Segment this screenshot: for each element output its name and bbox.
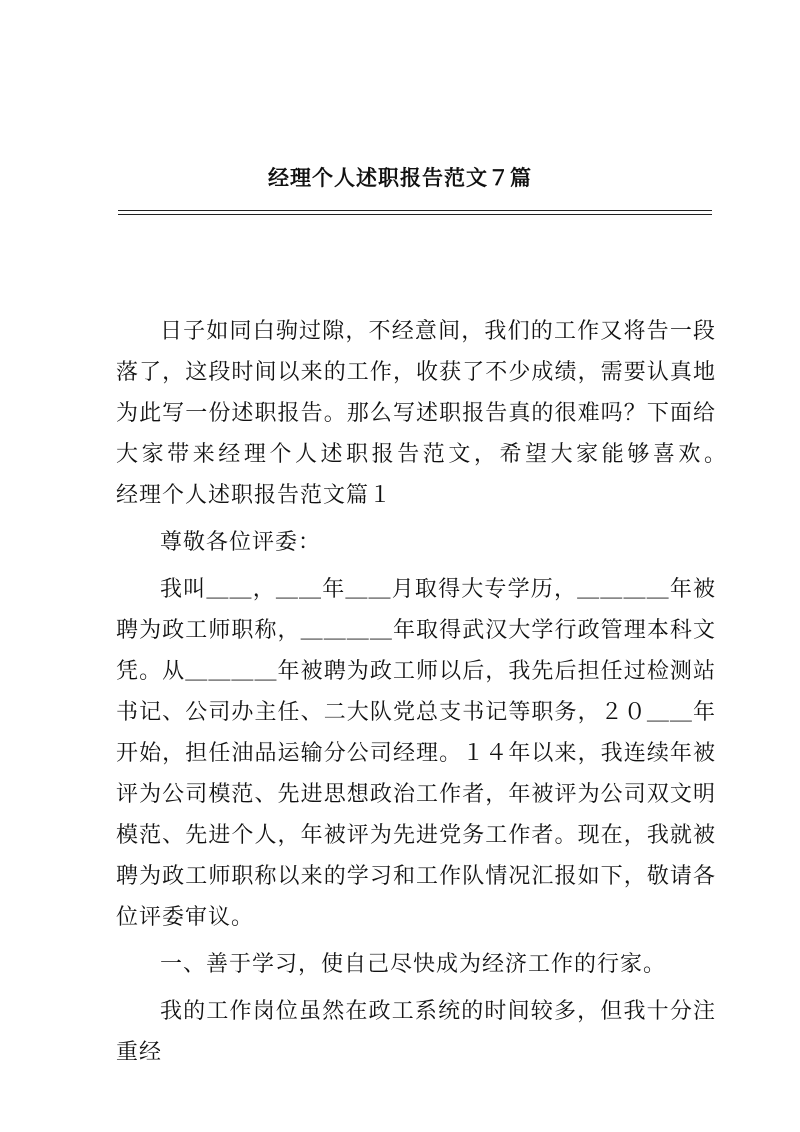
- paragraph-self-introduction: 我叫＿＿，＿＿年＿＿月取得大专学历，＿＿＿＿年被聘为政工师职称，＿＿＿＿年取得武汉大学行政管理本科文凭。从＿＿＿＿年被聘为政工师以后，我先后担任过检测站书记、公司办主任、二大队党总支书记等职务，２０＿＿年开始，担任油品运输分公司经理。１４年以来，我连续年被评为公司模范、先进思想政治工作者，年被评为公司双文明模范、先进个人，年被评为先进党务工作者。现在，我就被聘为政工师职称以来的学习和工作队情况汇报如下，敬请各位评委审议。: [116, 577, 716, 930]
- document-title: 经理个人述职报告范文７篇: [268, 165, 532, 190]
- title-divider-top: [118, 210, 712, 211]
- paragraph-intro: 日子如同白驹过隙，不经意间，我们的工作又将告一段落了，这段时间以来的工作，收获了不少成绩，需要认真地为此写一份述职报告。那么写述职报告真的很难吗？下面给大家带来经理个人述职报告范文，希望大家能够喜欢。 经理个人述职报告范文篇１: [116, 319, 763, 508]
- paragraph-section-body: 我的工作岗位虽然在政工系统的时间较多，但我十分注重经: [116, 999, 716, 1065]
- title-divider-bottom: [118, 214, 712, 215]
- document-body: [116, 311, 763, 1073]
- paragraph-salutation: 尊敬各位评委：: [160, 530, 322, 555]
- paragraph-section-heading: 一、善于学习，使自己尽快成为经济工作的行家。: [160, 952, 667, 977]
